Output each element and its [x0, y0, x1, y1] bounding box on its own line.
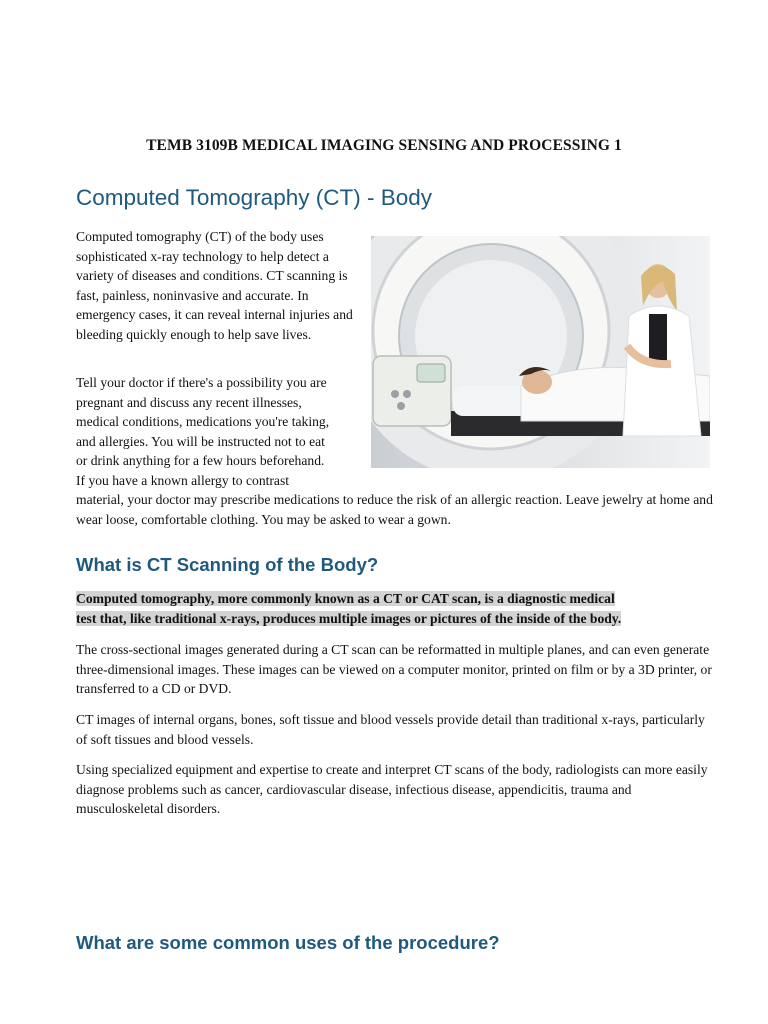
- prep-line: and allergies. You will be instructed not to eat: [76, 433, 325, 449]
- prep-paragraph-continued: material, your doctor may prescribe medications to reduce the risk of an allergic reaction. Leave jewelry at home and wear loose, comfortable clothing. You may be asked to wear a gown.: [76, 492, 713, 527]
- ct-scanner-photo: [371, 236, 710, 468]
- radiologists-paragraph: Using specialized equipment and expertise to create and interpret CT scans of the body, radiologists can more easily diagnose problems such as cancer, cardiovascular disease, infectious disease, appendicitis, trauma and musculoskeletal disorders.: [76, 762, 708, 816]
- prep-line: If you have a known allergy to contrast: [76, 472, 290, 488]
- course-title: TEMB 3109B MEDICAL IMAGING SENSING AND PROCESSING 1: [146, 137, 622, 154]
- intro-paragraph: Computed tomography (CT) of the body uses sophisticated x-ray technology to help detect a variety of diseases and conditions. CT scanning is fast, painless, noninvasive and accurate. In emergency cases, it can reveal internal injuries and bleeding quickly enough to help save lives.: [76, 229, 353, 342]
- internal-organs-paragraph: CT images of internal organs, bones, soft tissue and blood vessels provide detail than traditional x-rays, particularly of soft tissues and blood vessels.: [76, 712, 705, 747]
- section-title-ct-body: Computed Tomography (CT) - Body: [76, 185, 432, 210]
- highlight-line-1: Computed tomography, more commonly known as a CT or CAT scan, is a diagnostic medical: [76, 591, 615, 606]
- prep-line: Tell your doctor if there's a possibility you are: [76, 375, 327, 390]
- prep-line: or drink anything for a few hours beforehand.: [76, 453, 325, 468]
- prep-line: pregnant and discuss any recent illnesses,: [76, 394, 302, 410]
- section-title-common-uses: What are some common uses of the procedure?: [76, 932, 500, 953]
- highlighted-definition: [76, 589, 716, 628]
- cross-sectional-paragraph: The cross-sectional images generated during a CT scan can be reformatted in multiple planes, and can even generate three-dimensional images. These images can be viewed on a computer monitor, printed on film or by a 3D printer, or transferred to a CD or DVD.: [76, 642, 712, 696]
- section-title-what-is-ct: What is CT Scanning of the Body?: [76, 554, 379, 575]
- prep-line: medical conditions, medications you're taking,: [76, 414, 330, 429]
- highlight-line-2: test that, like traditional x-rays, produces multiple images or pictures of the inside of the body.: [76, 610, 622, 626]
- prep-paragraph: [76, 373, 366, 490]
